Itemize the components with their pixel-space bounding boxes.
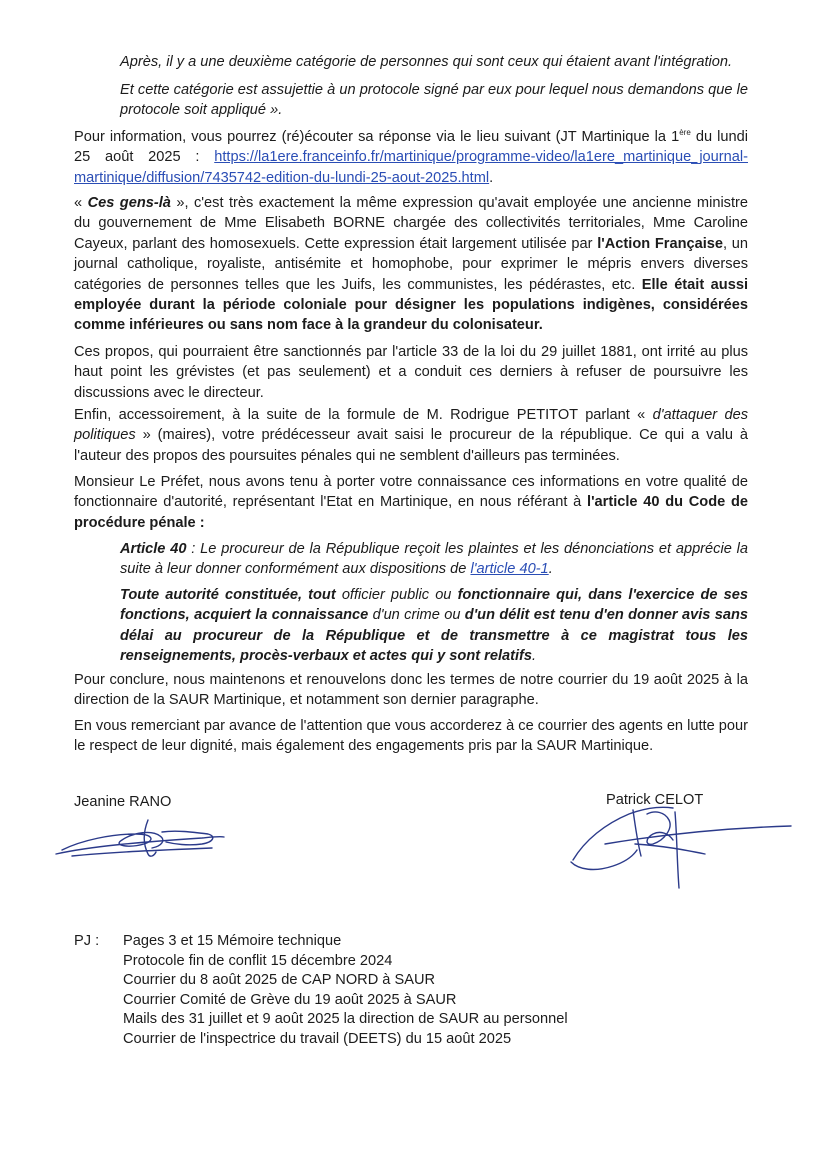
conclusion-paragraph: Pour conclure, nous maintenons et renouvelons donc les termes de notre courrier du 19 août 2025 à la direction de la SAUR Martinique, et notamment son dernier paragraphe.: [74, 672, 748, 709]
signatory-left-name: Jeanine RANO: [74, 794, 172, 810]
article-40-end: .: [548, 561, 553, 578]
article-40-title: Article 40: [120, 541, 187, 557]
attachment-item: Courrier Comité de Grève du 19 août 2025 à SAUR: [123, 991, 457, 1008]
article-40-part-6: .: [532, 648, 537, 665]
info-text: Pour information, vous pourrez (ré)écouter sa réponse via le lieu suivant (JT Martinique la 1: [74, 129, 680, 145]
info-end: .: [489, 169, 494, 186]
petitot-quote: d'attaquer des politiques: [74, 407, 748, 444]
quote-paragraph-2: Et cette catégorie est assujettie à un protocole signé par eux pour lequel nous demandons que le protocole soit appliqué ».: [120, 82, 748, 119]
info-superscript: ère: [679, 128, 691, 137]
article-40-part-2: officier public ou: [335, 587, 458, 603]
article-40-part-1: Toute autorité constituée, tout: [120, 587, 336, 603]
expression-text-1: », c'est très exactement la même expression qu'avait employée une ancienne ministre du gouvernement de Mme Elisabeth BORNE chargée des collectivités territoriales, Mme Caroline Cayeux, parlant des homosexuels. Cette expression était largement utilisée par: [74, 195, 749, 252]
petitot-text-2: » (maires), votre prédécesseur avait saisi le procureur de la république. Ce qui a valu à l'auteur des propos des poursuites pénales qui ne semblent d'ailleurs pas terminées.: [74, 427, 748, 464]
thanks-paragraph: En vous remerciant par avance de l'attention que vous accorderez à ce courrier des agents en lutte pour le respect de leur dignité, mais également des engagements pris par la SAUR Martinique.: [74, 718, 748, 755]
article-40-text: : Le procureur de la République reçoit les plaintes et les dénonciations et apprécie la suite à leur donner conformément aux dispositions de: [120, 541, 748, 578]
info-paragraph: [74, 127, 748, 188]
attachment-item: Pages 3 et 15 Mémoire technique: [123, 933, 342, 949]
prefet-paragraph: [74, 472, 748, 533]
signature-right-icon: [565, 800, 795, 892]
attachment-item: Protocole fin de conflit 15 décembre 2024: [123, 952, 393, 969]
article-40-part-3: fonctionnaire qui, dans l'exercice de ses fonctions, acquiert la connaissance: [120, 587, 748, 624]
article-40-part-5: d'un délit est tenu d'en donner avis sans délai au procureur de la République et de transmettre à ce magistrat tous les renseignements, procès-verbaux et actes qui y sont relatifs: [120, 607, 748, 665]
signatory-right-name: Patrick CELOT: [606, 792, 704, 808]
prefet-colon: :: [195, 514, 205, 531]
petitot-text-1: Enfin, accessoirement, à la suite de la formule de M. Rodrigue PETITOT parlant «: [74, 407, 653, 423]
expression-open: «: [74, 195, 88, 211]
prefet-article-ref: l'article 40 du Code de procédure pénale: [74, 494, 749, 531]
info-date: du lundi 25 août 2025 :: [74, 129, 748, 166]
jt-video-link[interactable]: https://la1ere.franceinfo.fr/martinique/programme-video/la1ere_martinique_journal-martinique/diffusion/7435742-edition-du-lundi-25-aout-2025.html: [74, 149, 748, 186]
article-40-second-quote: [120, 585, 748, 667]
signature-left-icon: [52, 812, 227, 862]
attachment-item: Courrier de l'inspectrice du travail (DEETS) du 15 août 2025: [123, 1030, 512, 1047]
article-40-quote: [120, 539, 748, 580]
attachment-item: Mails des 31 juillet et 9 août 2025 la direction de SAUR au personnel: [123, 1011, 568, 1028]
quote-paragraph-1: Après, il y a une deuxième catégorie de personnes qui sont ceux qui étaient avant l'intégration.: [120, 54, 733, 70]
attachments-list: [123, 931, 683, 1049]
expression-colonial: Elle était aussi employée durant la période coloniale pour désigner les populations indigènes, considérées comme inférieures ou sans nom face à la grandeur du colonisateur.: [74, 276, 748, 334]
expression-journal: l'Action Française: [597, 235, 724, 252]
petitot-paragraph: [74, 405, 748, 466]
prefet-text: Monsieur Le Préfet, nous avons tenu à porter votre connaissance ces informations en votre qualité de fonctionnaire d'autorité, représentant l'Etat en Martinique, en nous référant à: [74, 474, 748, 511]
expression-text-2: , un journal catholique, royaliste, antisémite et homophobe, pour exprimer le mépris envers diverses catégories de personnes telles que les Juifs, les communistes, les pédérastes, etc.: [74, 235, 749, 293]
article-40-part-4: d'un crime ou: [368, 607, 465, 624]
expression-term: Ces gens-là: [87, 195, 171, 211]
expression-paragraph: [74, 193, 748, 336]
article-40-1-link[interactable]: l'article 40-1: [470, 561, 549, 578]
attachments-label: PJ :: [74, 933, 100, 949]
attachment-item: Courrier du 8 août 2025 de CAP NORD à SAUR: [123, 972, 436, 989]
sanction-paragraph: Ces propos, qui pourraient être sanctionnés par l'article 33 de la loi du 29 juillet 1881, ont irrité au plus haut point les grévistes (et pas seulement) et a conduit ces derniers à refuser de poursuivre les discussions avec le directeur.: [74, 344, 748, 401]
